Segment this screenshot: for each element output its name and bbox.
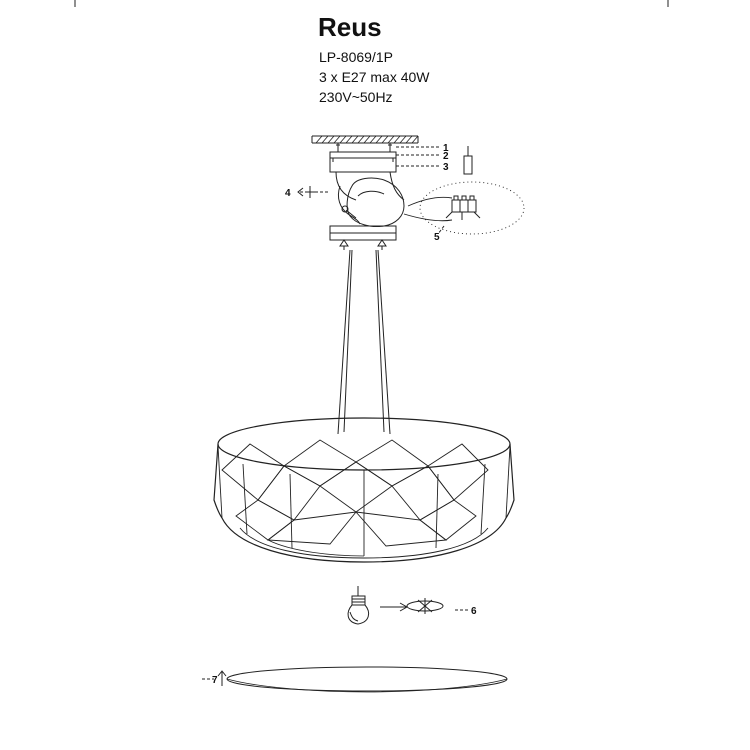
callout-6: 6 — [471, 606, 477, 617]
callout-5: 5 — [434, 232, 440, 243]
callout-1: 1 — [443, 143, 449, 154]
callout-4: 4 — [285, 188, 291, 199]
bulb-install-figure — [348, 586, 468, 624]
callout-7: 7 — [212, 675, 218, 686]
terminal-block-detail — [446, 196, 480, 220]
page-title: Reus — [318, 12, 382, 42]
registration-marks — [75, 0, 668, 7]
callout-2: 2 — [443, 151, 449, 162]
lamp-spec: 3 x E27 max 40W — [319, 69, 430, 85]
pendant-shade-figure — [214, 418, 514, 562]
mounting-detail-figure — [298, 136, 524, 250]
diffuser-install-figure — [202, 667, 507, 692]
suspension-cables — [338, 250, 390, 434]
callout-3: 3 — [443, 162, 449, 173]
product-code: LP-8069/1P — [319, 49, 393, 65]
voltage-spec: 230V~50Hz — [319, 89, 393, 105]
